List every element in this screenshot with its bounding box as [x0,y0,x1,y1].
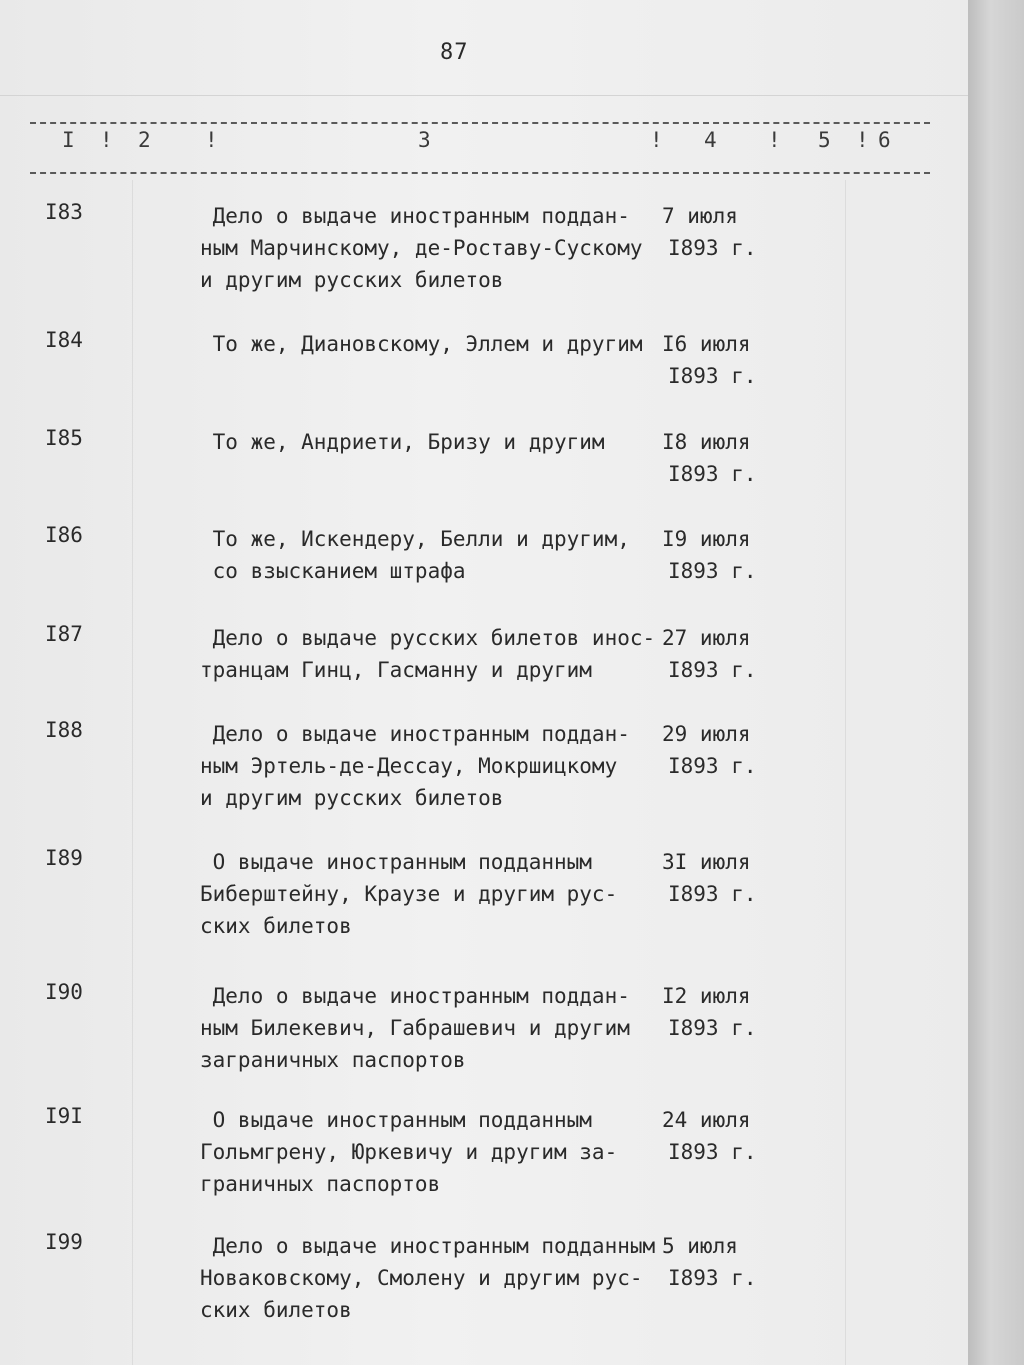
header-col-2: 2 [138,128,151,152]
entry-description [200,523,670,587]
header-bottom-rule [30,172,930,174]
description-line: То же, Диановскому, Эллем и другим [200,332,643,356]
description-line: Биберштейну, Краузе и другим рус- [200,882,618,906]
entry-number: I89 [45,846,83,870]
entry-number: I86 [45,523,83,547]
page-number: 87 [440,40,469,65]
date-day: 3I июля [662,850,751,874]
date-year: I893 г. [668,882,757,906]
entry-number: I9I [45,1104,83,1128]
date-day: 5 июля [662,1234,738,1258]
description-line: О выдаче иностранным подданным [200,850,592,874]
description-line: О выдаче иностранным подданным [200,1108,592,1132]
description-line: Новаковскому, Смолену и другим рус- [200,1266,643,1290]
date-day: 7 июля [662,204,738,228]
description-line: ным Марчинскому, де-Роставу-Сускому [200,236,643,260]
header-separator: ! [856,128,869,152]
description-line: ских билетов [200,914,352,938]
page-edge [968,0,1024,1365]
entry-description [200,328,670,360]
description-line: То же, Андриети, Бризу и другим [200,430,605,454]
description-line: Дело о выдаче иностранным поддан- [200,984,630,1008]
entry-number: I84 [45,328,83,352]
entry-description [200,1230,670,1326]
description-line: транцам Гинц, Гасманну и другим [200,658,592,682]
header-col-5: 5 [818,128,831,152]
entry-number: I88 [45,718,83,742]
entry-description [200,200,670,296]
description-line: Дело о выдаче русских билетов инос- [200,626,656,650]
entry-description [200,980,670,1076]
entry-date [662,1230,757,1294]
date-day: I2 июля [662,984,751,1008]
header-col-4: 4 [704,128,717,152]
date-year: I893 г. [668,364,757,388]
description-line: и другим русских билетов [200,786,504,810]
entry-date [662,200,757,264]
description-line: То же, Искендеру, Белли и другим, [200,527,630,551]
description-line: граничных паспортов [200,1172,441,1196]
entry-date [662,622,757,686]
entry-date [662,846,757,910]
date-day: I8 июля [662,430,751,454]
entry-number: I87 [45,622,83,646]
description-line: Дело о выдаче иностранным поддан- [200,722,630,746]
entry-date [662,1104,757,1168]
header-col-3: 3 [418,128,431,152]
header-col-1: I [62,128,75,152]
header-separator: ! [205,128,218,152]
column-guide [132,180,133,1365]
entry-description [200,622,670,686]
header-top-rule [30,122,930,124]
entry-date [662,718,757,782]
header-separator: ! [100,128,113,152]
description-line: и другим русских билетов [200,268,504,292]
header-separator: ! [768,128,781,152]
entry-description [200,846,670,942]
date-day: I6 июля [662,332,751,356]
date-day: I9 июля [662,527,751,551]
entry-description [200,426,670,458]
entry-date [662,523,757,587]
entry-date [662,980,757,1044]
description-line: Гольмгрену, Юркевичу и другим за- [200,1140,618,1164]
description-line: ских билетов [200,1298,352,1322]
description-line: ным Билекевич, Габрашевич и другим [200,1016,630,1040]
entry-number: I99 [45,1230,83,1254]
date-year: I893 г. [668,462,757,486]
entry-number: I85 [45,426,83,450]
entry-number: I90 [45,980,83,1004]
date-day: 24 июля [662,1108,751,1132]
column-guide [845,180,846,1365]
entry-number: I83 [45,200,83,224]
description-line: со взысканием штрафа [200,559,466,583]
entry-date [662,328,757,392]
date-year: I893 г. [668,1140,757,1164]
date-year: I893 г. [668,1016,757,1040]
date-year: I893 г. [668,236,757,260]
entry-date [662,426,757,490]
date-year: I893 г. [668,559,757,583]
date-year: I893 г. [668,754,757,778]
description-line: Дело о выдаче иностранным поддан- [200,204,630,228]
header-separator: ! [650,128,663,152]
date-year: I893 г. [668,658,757,682]
date-day: 27 июля [662,626,751,650]
entry-description [200,718,670,814]
description-line: заграничных паспортов [200,1048,466,1072]
description-line: Дело о выдаче иностранным подданным [200,1234,656,1258]
date-day: 29 июля [662,722,751,746]
entry-description [200,1104,670,1200]
date-year: I893 г. [668,1266,757,1290]
faint-rule [0,95,968,96]
description-line: ным Эртель-де-Дессау, Мокршицкому [200,754,618,778]
header-col-6: 6 [878,128,891,152]
